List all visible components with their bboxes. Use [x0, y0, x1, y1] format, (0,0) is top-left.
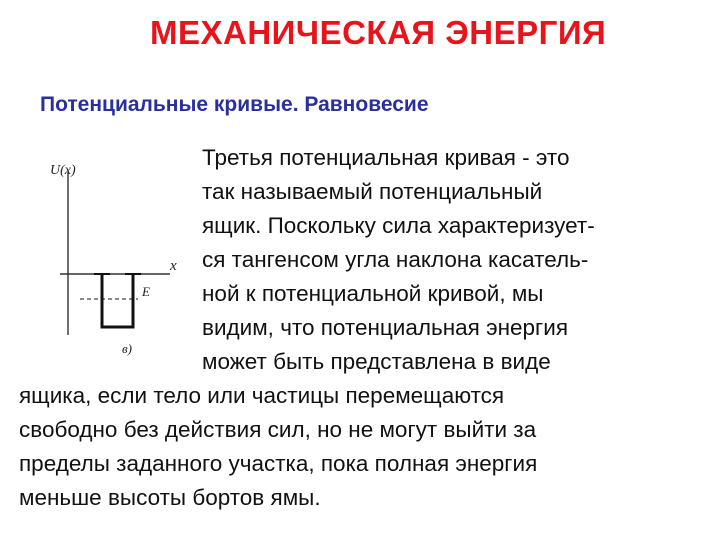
body-line: так называемый потенциальный [202, 179, 543, 204]
slide-title: МЕХАНИЧЕСКАЯ ЭНЕРГИЯ [150, 14, 607, 51]
x-axis-label: x [170, 258, 177, 274]
energy-label: E [142, 284, 150, 299]
body-line: свободно без действия сил, но не могут выйти за [19, 417, 537, 442]
body-line: ной к потенциальной кривой, мы [202, 281, 544, 306]
body-line: пределы заданного участка, пока полная энергия [19, 451, 538, 476]
body-line: меньше высоты бортов ямы. [19, 485, 321, 510]
body-text [19, 141, 709, 515]
body-line: Третья потенциальная кривая - это [202, 145, 570, 170]
slide-subtitle: Потенциальные кривые. Равновесие [40, 93, 429, 116]
body-line: может быть представлена в виде [202, 349, 551, 374]
y-axis-label: U(x) [50, 163, 76, 178]
body-line: ся тангенсом угла наклона касатель- [202, 247, 589, 272]
body-line: видим, что потенциальная энергия [202, 315, 569, 340]
body-line: ящик. Поскольку сила характеризует- [202, 213, 595, 238]
panel-label: в) [122, 341, 132, 356]
body-line: ящика, если тело или частицы перемещаются [19, 383, 505, 408]
